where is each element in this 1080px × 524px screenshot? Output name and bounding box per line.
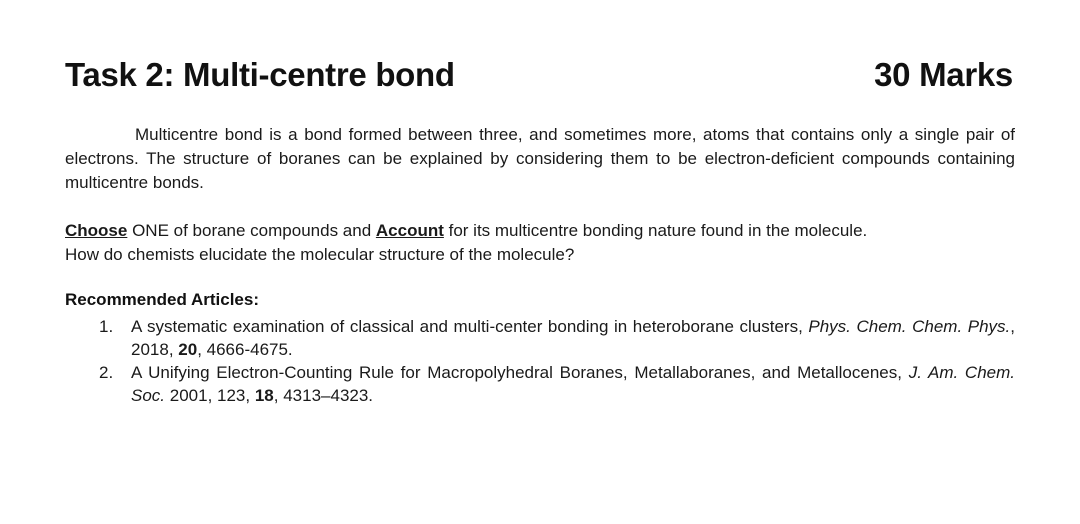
reference-title: A systematic examination of classical and multi-center bonding in heteroborane clusters, xyxy=(131,317,809,336)
account-keyword: Account xyxy=(375,221,444,240)
reference-volume: 20 xyxy=(178,340,198,359)
task-header xyxy=(65,56,1013,94)
reference-item-2 xyxy=(65,361,1015,407)
task-text-2: for its multicentre bonding nature found in the molecule. xyxy=(443,221,868,240)
reference-number: 2. xyxy=(99,363,114,382)
intro-paragraph: Multicentre bond is a bond formed between three, and sometimes more, atoms that contains only a single pair of electrons. The structure of boranes can be explained by considering them to be electron-deficient compounds containing multicentre bonds. xyxy=(65,125,1015,192)
reference-year: , 2018, xyxy=(131,317,1015,359)
reference-item-1 xyxy=(65,315,1015,361)
reference-volume: 18 xyxy=(254,386,274,405)
reference-journal: Phys. Chem. Chem. Phys. xyxy=(808,317,1011,336)
reference-journal: J. Am. Chem. Soc. xyxy=(131,363,1015,405)
task-line-2: How do chemists elucidate the molecular structure of the molecule? xyxy=(65,245,575,264)
reference-year: 2001, 123, xyxy=(165,386,255,405)
reference-pages: , 4313–4323. xyxy=(273,386,374,405)
recommended-heading: Recommended Articles: xyxy=(65,290,259,309)
reference-number: 1. xyxy=(99,317,114,336)
task-instructions xyxy=(65,219,1015,267)
task-line-1 xyxy=(65,219,1015,243)
reference-pages: , 4666-4675. xyxy=(197,340,293,359)
task-marks: 30 Marks xyxy=(874,56,1013,93)
reference-title: A Unifying Electron-Counting Rule for Macropolyhedral Boranes, Metallaboranes, and Metallocenes, xyxy=(131,363,909,382)
task-title: Task 2: Multi-centre bond xyxy=(65,56,455,93)
choose-keyword: Choose xyxy=(65,221,128,240)
task-text-1: ONE of borane compounds and xyxy=(127,221,376,240)
reference-list xyxy=(65,315,1015,407)
